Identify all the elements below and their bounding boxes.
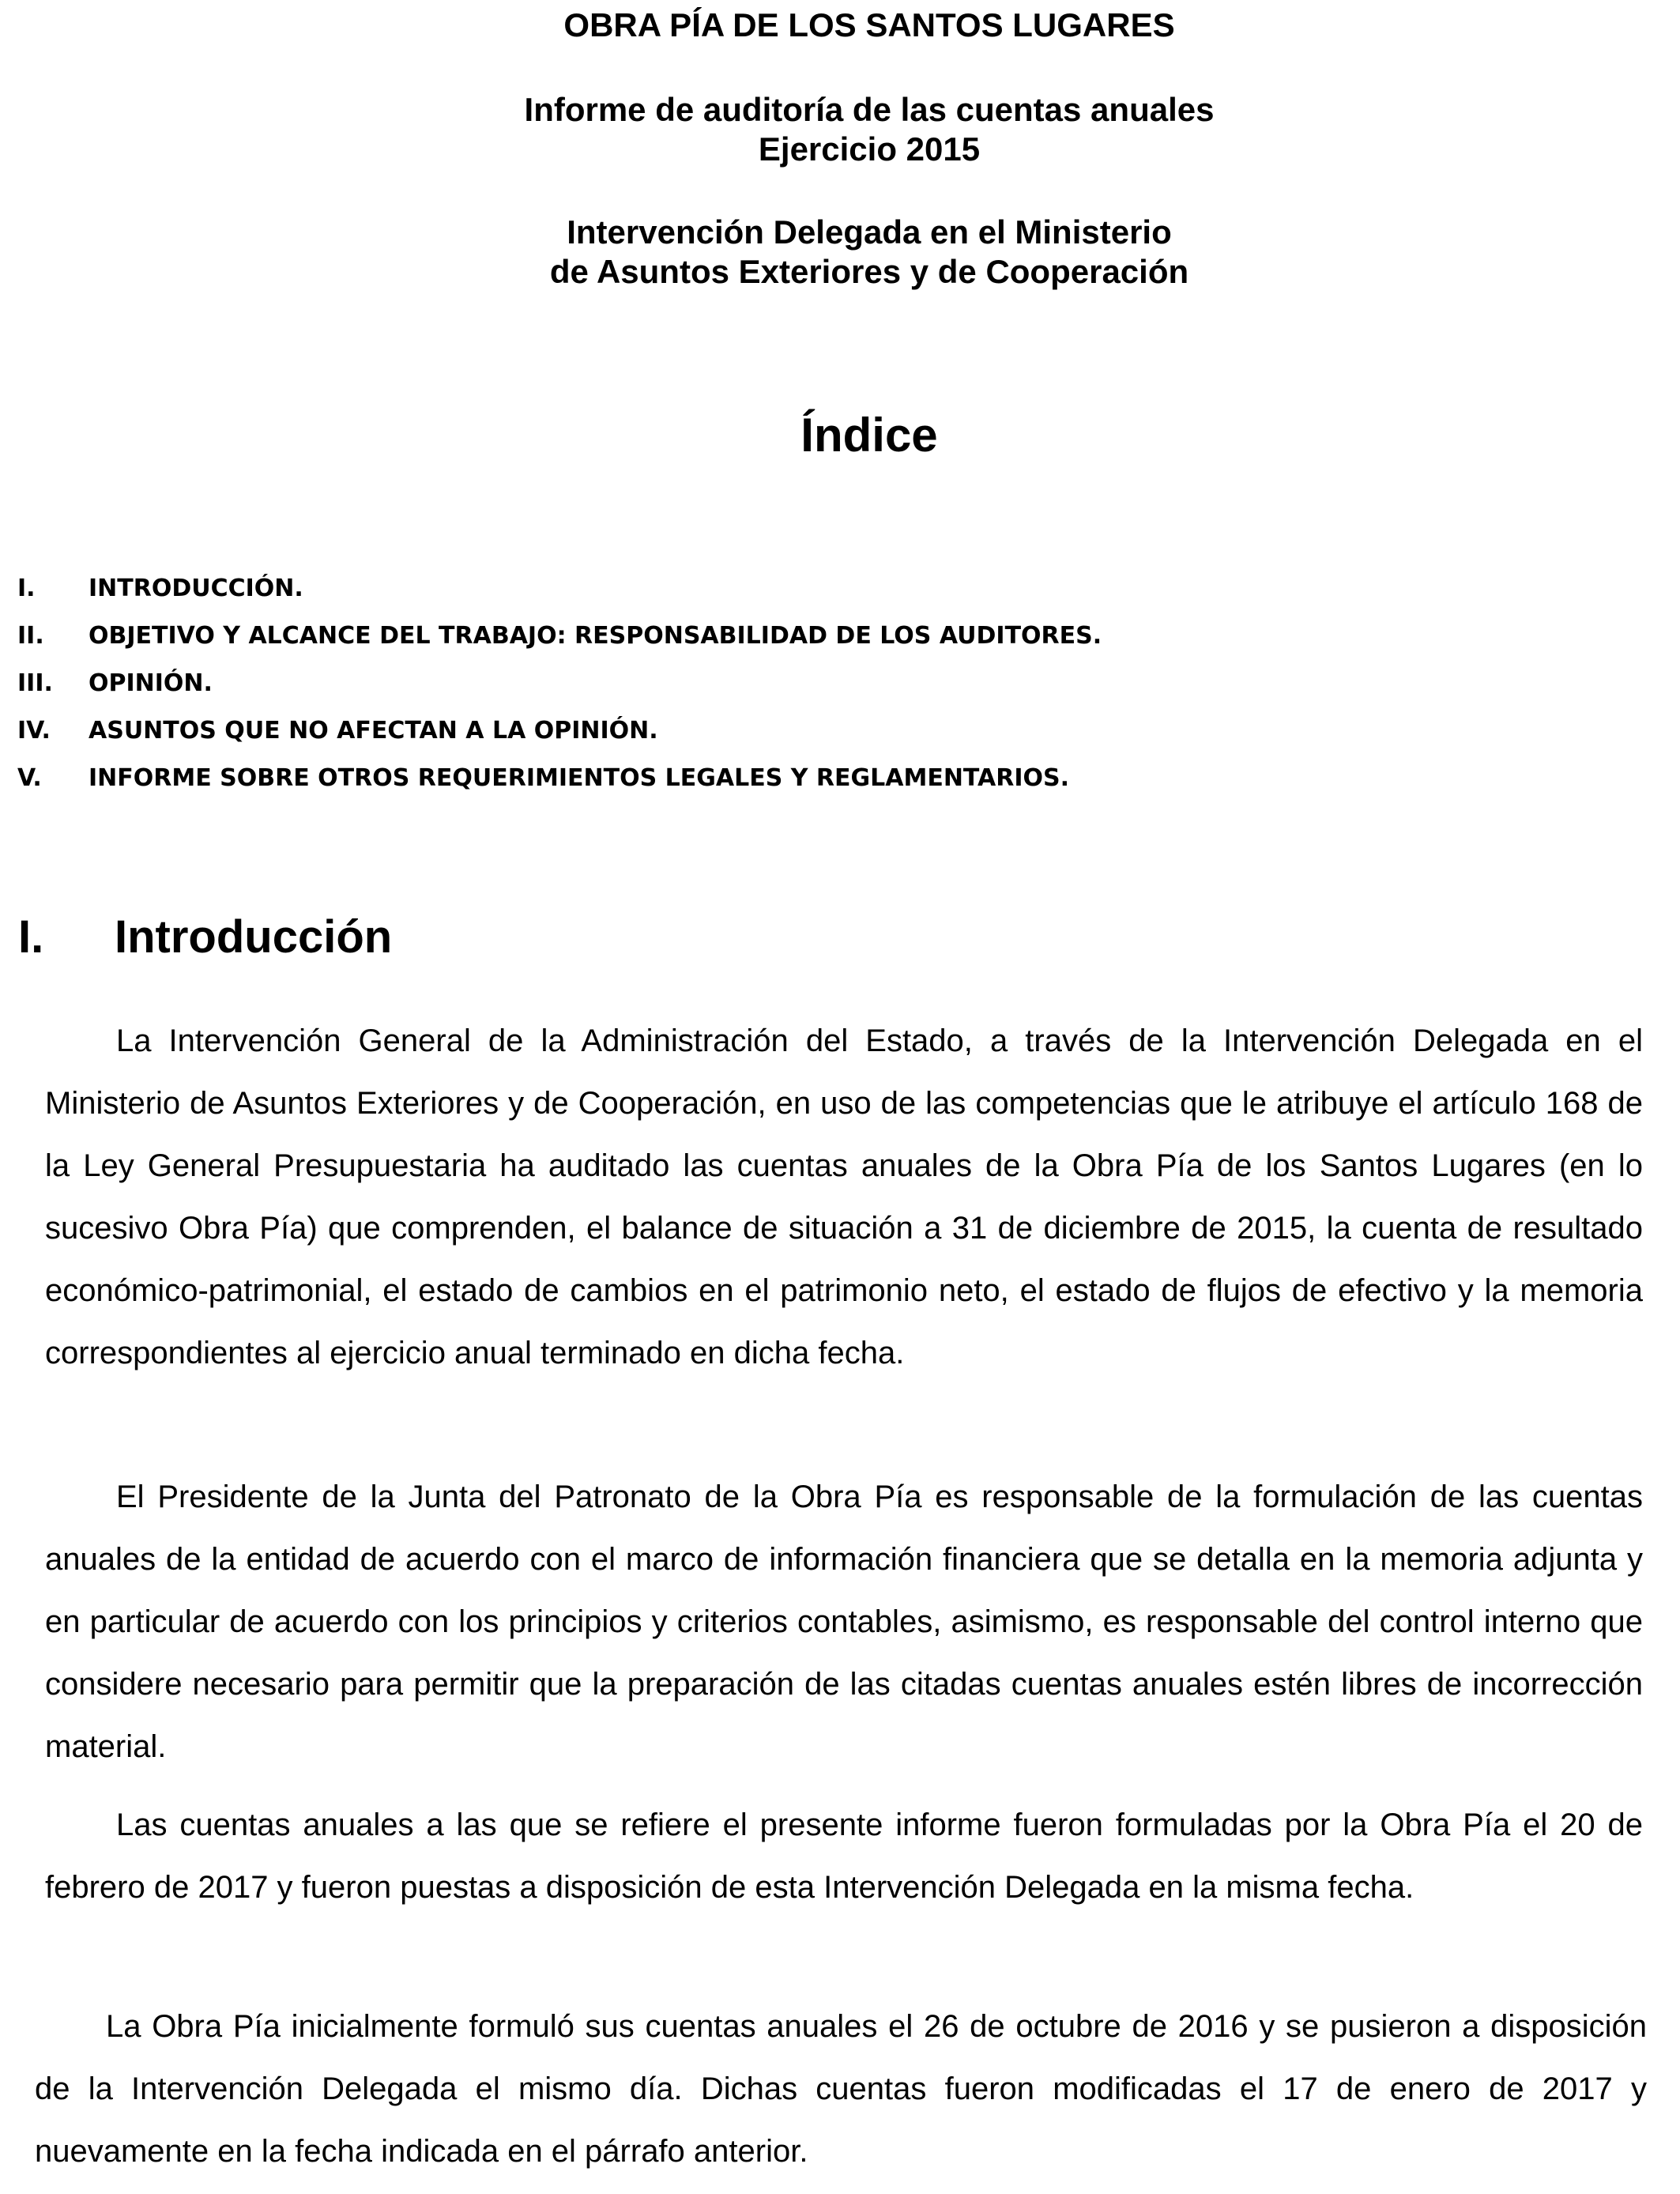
toc-item <box>17 660 1598 707</box>
section-number: I. <box>18 911 44 963</box>
toc-item-label: OPINIÓN. <box>89 669 213 697</box>
report-year: Ejercicio 2015 <box>758 130 981 168</box>
toc-item-label: OBJETIVO Y ALCANCE DEL TRABAJO: RESPONSABILIDAD DE LOS AUDITORES. <box>89 622 1102 650</box>
index-heading: Índice <box>800 409 938 462</box>
toc-item-number: I. <box>17 575 36 602</box>
table-of-contents <box>17 565 1598 802</box>
office-line1: Intervención Delegada en el Ministerio <box>567 213 1172 251</box>
toc-item-label: INTRODUCCIÓN. <box>89 575 303 602</box>
section-title: Introducción <box>115 911 393 963</box>
toc-item <box>17 613 1598 660</box>
toc-item-number: III. <box>17 669 53 697</box>
report-title-line1: Informe de auditoría de las cuentas anuales <box>524 91 1215 128</box>
toc-item-number: II. <box>17 622 44 650</box>
toc-item <box>17 755 1598 802</box>
document-title: OBRA PÍA DE LOS SANTOS LUGARES <box>563 6 1175 43</box>
toc-item-label: ASUNTOS QUE NO AFECTAN A LA OPINIÓN. <box>89 717 658 745</box>
toc-item-number: IV. <box>17 717 51 745</box>
body-paragraph: El Presidente de la Junta del Patronato de la Obra Pía es responsable de la formulación de las cuentas anuales de la entidad de acuerdo con el marco de información financiera que se detalla en la memoria adjunta y en particular de acuerdo con los principios y criterios contables, asimismo, es responsable del control interno que considere necesario para permitir que la preparación de las citadas cuentas anuales estén libres de incorrección material. <box>45 1480 1643 1764</box>
toc-item-label: INFORME SOBRE OTROS REQUERIMIENTOS LEGALES Y REGLAMENTARIOS. <box>89 764 1070 792</box>
body-paragraph: La Intervención General de la Administración del Estado, a través de la Intervención Delegada en el Ministerio de Asuntos Exteriores y de Cooperación, en uso de las competencias que le atribuye el artículo 168 de la Ley General Presupuestaria ha auditado las cuentas anuales de la Obra Pía de los Santos Lugares (en lo sucesivo Obra Pía) que comprenden, el balance de situación a 31 de diciembre de 2015, la cuenta de resultado económico-patrimonial, el estado de cambios en el patrimonio neto, el estado de flujos de efectivo y la memoria correspondientes al ejercicio anual terminado en dicha fecha. <box>45 1023 1643 1370</box>
toc-item <box>17 565 1598 613</box>
toc-item-number: V. <box>17 764 42 792</box>
body-paragraph: La Obra Pía inicialmente formuló sus cuentas anuales el 26 de octubre de 2016 y se pusieron a disposición de la Intervención Delegada el mismo día. Dichas cuentas fueron modificadas el 17 de enero de 2017 y nuevamente en la fecha indicada en el párrafo anterior. <box>35 2009 1647 2169</box>
toc-item <box>17 707 1598 755</box>
office-line2: de Asuntos Exteriores y de Cooperación <box>549 253 1189 290</box>
body-paragraph: Las cuentas anuales a las que se refiere el presente informe fueron formuladas por la Obra Pía el 20 de febrero de 2017 y fueron puestas a disposición de esta Intervención Delegada en la misma fecha. <box>45 1808 1643 1905</box>
